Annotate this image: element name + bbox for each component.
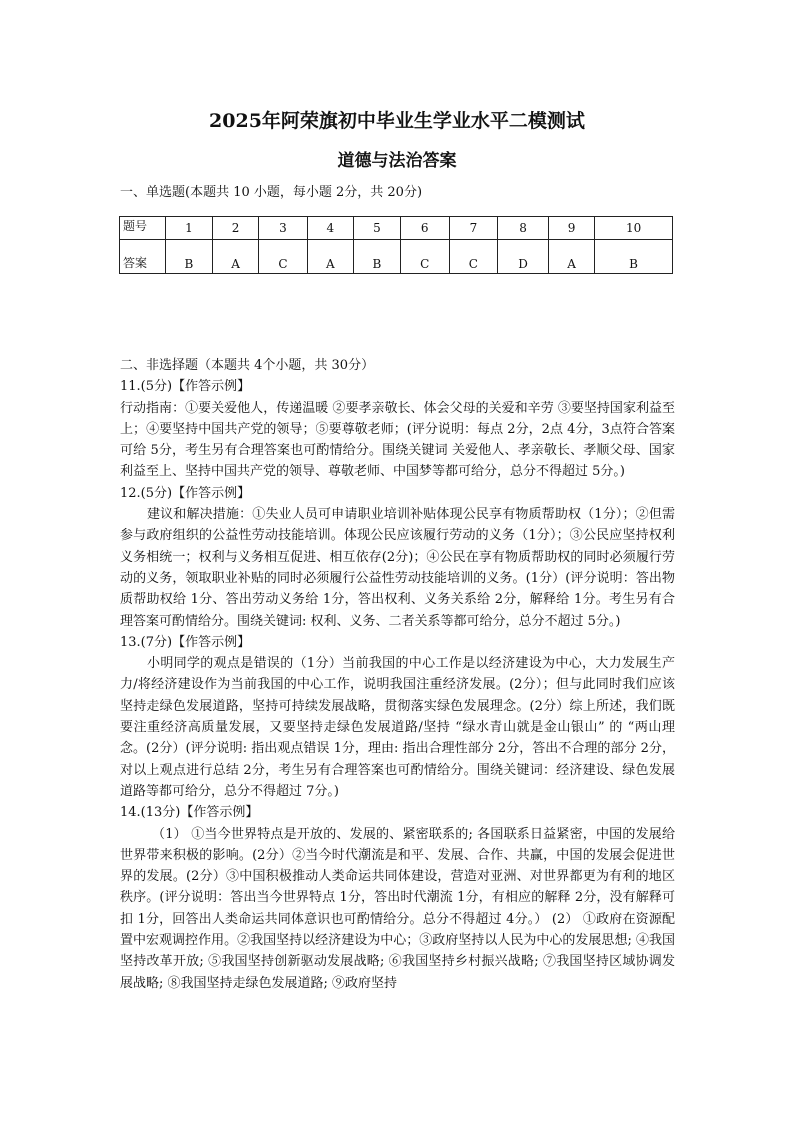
q13-heading: 13.(7分)【作答示例】 [120,634,251,650]
question-number: 1 [166,217,213,240]
question-number: 4 [307,217,353,240]
answer-cell: B [595,240,673,274]
section1-heading: 一、单选题(本题共 10 小题，每小题 2分，共 20分) [120,185,423,200]
question-number: 7 [449,217,498,240]
section2-heading: 二、非选择题（本题共 4个小题，共 30分） [120,358,375,373]
answer-cell: C [400,240,449,274]
q12-answer: 建议和解决措施：①失业人员可申请职业培训补贴体现公民享有物质帮助权（1分）；②但需参与政府组织的公益性劳动技能培训。体现公民应该履行劳动的义务（1分）；③公民应坚持权利义务相统一；权利与义务相互促进、相互依存(2分)；④公民在享有物质帮助权的同时必须履行劳动的义务，领取职业补贴的同时必须履行公益性劳动技能培训的义务。(1分）(评分说明：答出物质帮助权给 1分、答出劳动义务给 1分，答出权利、义务关系给 2分，解释给 1分。考生另有合理答案可酌情给分。围绕关键词: 权利、义务、二者关系等都可给分，总分不超过 5分。) [120,507,675,629]
answer-cell: C [449,240,498,274]
page-title: 2025年阿荣旗初中毕业生学业水平二模测试 [209,110,585,132]
question-number: 9 [548,217,594,240]
answer-cell: A [307,240,353,274]
answer-cell: B [166,240,213,274]
row-label-answer: 答案 [120,240,166,274]
q12-heading: 12.(5分)【作答示例】 [120,485,251,501]
q14-heading: 14.(13分)【作答示例】 [120,805,259,821]
question-number: 8 [498,217,549,240]
q14-answer: （1） ①当今世界特点是开放的、发展的、紧密联系的; 各国联系日益紧密，中国的发展给世界带来积极的影响。(2分）②当今时代潮流是和平、发展、合作、共赢，中国的发展会促进世界的发展。(2分）③中国积极推动人类命运共同体建设，营造对亚洲、对世界都更为有利的地区秩序。(评分说明：答出当今世界特点 1分，答出时代潮流 1分，有相应的解释 2分，没有解释可扣 1分，回答出人类命运共同体意识也可酌情给分。总分不得超过 4分。） (2） ①政府在资源配置中宏观调控作用。②我国坚持以经济建设为中心；③政府坚持以人民为中心的发展思想; ④我国坚持改革开放; ⑤我国坚持创新驱动发展战略; ⑥我国坚持乡村振兴战略; ⑦我国坚持区域协调发展战略; ⑧我国坚持走绿色发展道路; ⑨政府坚持 [120,826,675,991]
question-number: 5 [353,217,400,240]
question-number: 6 [400,217,449,240]
answer-cell: D [498,240,549,274]
question-number: 3 [259,217,308,240]
q13-answer: 小明同学的观点是错误的（1分）当前我国的中心工作是以经济建设为中心，大力发展生产力/将经济建设作为当前我国的中心工作，说明我国注重经济发展。(2分）；但与此同时我们应该坚持走绿色发展道路，坚持可持续发展战略，贯彻落实绿色发展理念。(2分）综上所述，我们既要注重经济高质量发展，又要坚持走绿色发展道路/坚持 “绿水青山就是金山银山” 的 “两山理念。(2分）(评分说明: 指出观点错误 1分，理由: 指出合理性部分 2分，答出不合理的部分 2分，对以上观点进行总结 2分，考生另有合理答案也可酌情给分。围绕关键词：经济建设、绿色发展道路等都可给分，总分不得超过 7分。) [120,656,675,799]
section2-body [120,355,675,994]
question-number: 10 [595,217,673,240]
answer-row [120,240,673,274]
question-number: 2 [212,217,258,240]
answer-cell: A [212,240,258,274]
question-number-row [120,217,673,240]
answer-table [119,216,673,274]
row-label-question: 题号 [120,217,166,240]
page-subtitle: 道德与法治答案 [337,151,457,171]
q11-heading: 11.(5分)【作答示例】 [120,379,251,395]
q11-answer: 行动指南：①要关爱他人，传递温暖 ②要孝亲敬长、体会父母的关爱和辛劳 ③要坚持国家利益至上；④要坚持中国共产党的领导；⑤要尊敬老师；(评分说明：每点 2分，2点 4分，3点符合答案可给 5分，考生另有合理答案也可酌情给分。围绕关键词 关爱他人、孝亲敬长、孝顺父母、国家利益至上、坚持中国共产党的领导、尊敬老师、中国梦等都可给分，总分不得超过 5分。) [120,400,675,480]
answer-cell: C [259,240,308,274]
answer-cell: A [548,240,594,274]
answer-cell: B [353,240,400,274]
